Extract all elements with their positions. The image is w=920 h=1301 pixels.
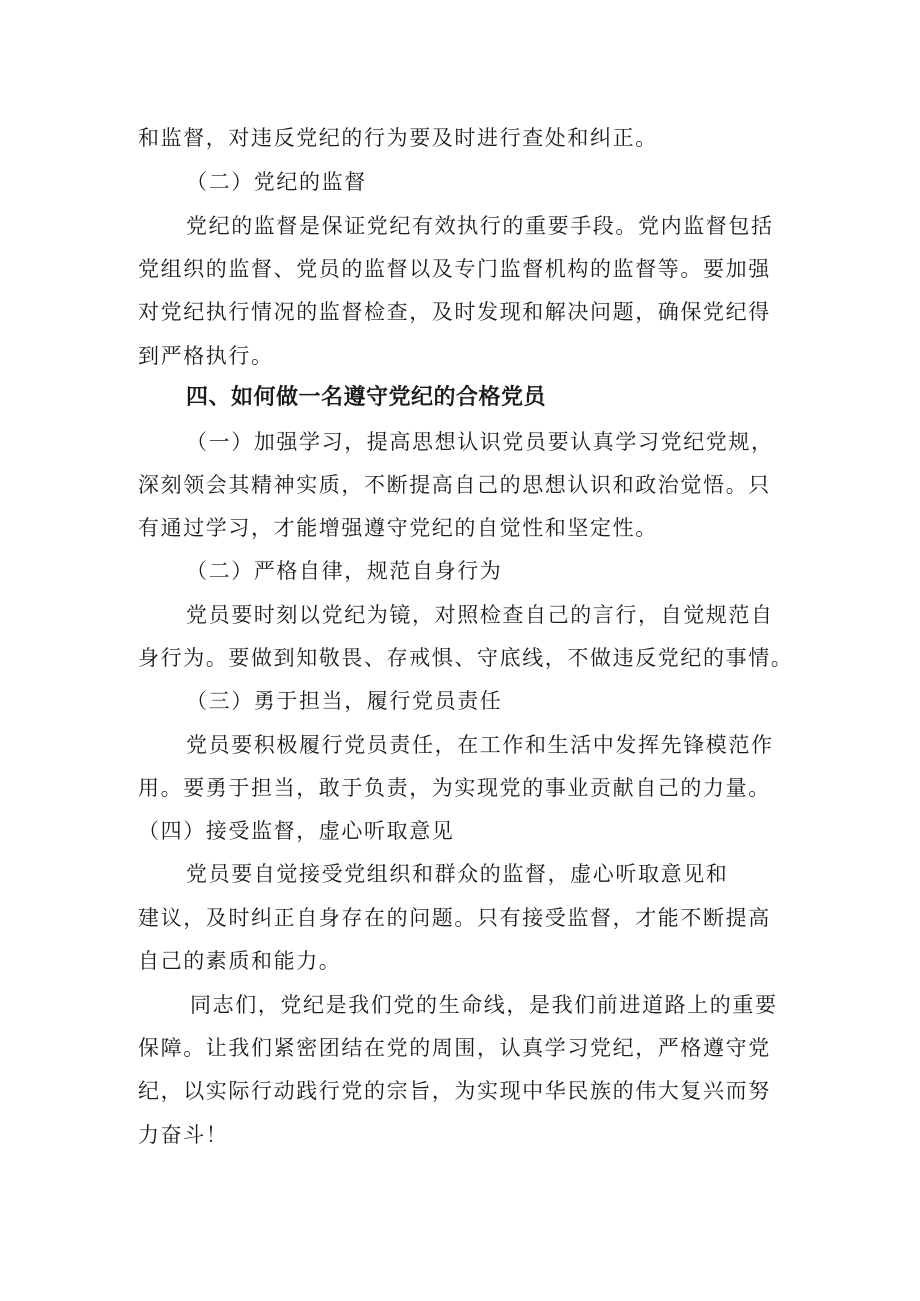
text-line: 党员要时刻以党纪为镜，对照检查自己的言行，自觉规范自 bbox=[186, 603, 774, 627]
text-line: 身行为。要做到知敬畏、存戒惧、守底线，不做违反党纪的事情。 bbox=[138, 646, 794, 670]
text-line: 用。要勇于担当，敢于负责，为实现党的事业贡献自己的力量。 bbox=[138, 776, 771, 800]
section-heading: 四、如何做一名遵守党纪的合格党员 bbox=[186, 385, 547, 410]
subsection-heading: （四）接受监督，虚心听取意见 bbox=[138, 819, 455, 843]
text-line: 和监督，对违反党纪的行为要及时进行查处和纠正。 bbox=[138, 126, 658, 150]
text-line: 对党纪执行情况的监督检查，及时发现和解决问题，确保党纪得 bbox=[138, 300, 771, 324]
text-line: 到严格执行。 bbox=[138, 344, 274, 368]
text-line: 纪，以实际行动践行党的宗旨，为实现中华民族的伟大复兴而努 bbox=[138, 1079, 771, 1103]
text-line: 党员要积极履行党员责任，在工作和生活中发挥先锋模范作 bbox=[186, 733, 774, 757]
text-line: 自己的素质和能力。 bbox=[138, 949, 342, 973]
text-line: 党纪的监督是保证党纪有效执行的重要手段。党内监督包括 bbox=[186, 214, 774, 238]
text-line: 同志们，党纪是我们党的生命线，是我们前进道路上的重要 bbox=[190, 993, 778, 1017]
subsection-heading: （二）严格自律，规范自身行为 bbox=[186, 559, 503, 583]
subsection-heading: （二）党纪的监督 bbox=[186, 170, 367, 194]
text-line: 深刻领会其精神实质，不断提高自己的思想认识和政治觉悟。只 bbox=[138, 473, 771, 497]
text-line: 建议，及时纠正自身存在的问题。只有接受监督，才能不断提高 bbox=[138, 906, 771, 930]
subsection-heading: （三）勇于担当，履行党员责任 bbox=[186, 689, 503, 713]
subsection-heading: （一）加强学习，提高思想认识党员要认真学习党纪党规， bbox=[186, 430, 774, 454]
text-line: 保障。让我们紧密团结在党的周围，认真学习党纪，严格遵守党 bbox=[138, 1036, 771, 1060]
text-line: 党员要自觉接受党组织和群众的监督，虚心听取意见和 bbox=[186, 862, 729, 886]
text-line: 有通过学习，才能增强遵守党纪的自觉性和坚定性。 bbox=[138, 516, 658, 540]
text-line: 党组织的监督、党员的监督以及专门监督机构的监督等。要加强 bbox=[138, 257, 771, 281]
text-line: 力奋斗！ bbox=[138, 1123, 229, 1147]
